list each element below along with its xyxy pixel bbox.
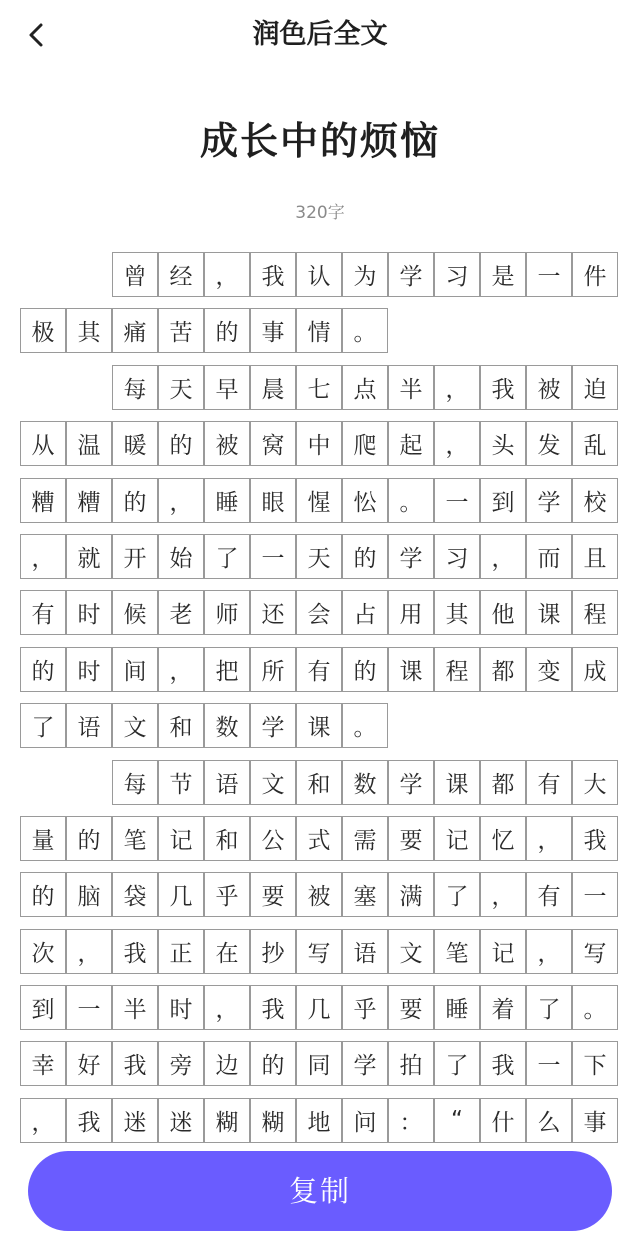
grid-cell: 的 — [250, 1041, 296, 1086]
essay-grid-scroll-area[interactable] — [0, 240, 640, 1136]
grid-cell: 文 — [112, 703, 158, 748]
grid-cell: 乱 — [572, 421, 618, 466]
grid-cell: 他 — [480, 590, 526, 635]
grid-cell: 迫 — [572, 365, 618, 410]
grid-cell: 习 — [434, 252, 480, 297]
grid-cell: 文 — [250, 760, 296, 805]
grid-row — [20, 308, 620, 353]
grid-cell: ， — [20, 1098, 66, 1143]
grid-cell: 袋 — [112, 872, 158, 917]
grid-cell: 的 — [20, 872, 66, 917]
grid-cell: 一 — [572, 872, 618, 917]
grid-cell: 晨 — [250, 365, 296, 410]
grid-cell: ， — [480, 534, 526, 579]
grid-cell: 用 — [388, 590, 434, 635]
grid-cell: 在 — [204, 929, 250, 974]
grid-cell: 和 — [204, 816, 250, 861]
grid-cell: 。 — [572, 985, 618, 1030]
grid-cell: 数 — [204, 703, 250, 748]
grid-cell: 曾 — [112, 252, 158, 297]
grid-cell: 塞 — [342, 872, 388, 917]
grid-cell: 一 — [250, 534, 296, 579]
grid-cell: 一 — [526, 1041, 572, 1086]
grid-cell: 课 — [388, 647, 434, 692]
grid-cell: 都 — [480, 647, 526, 692]
grid-cell: ， — [526, 929, 572, 974]
grid-cell: 眼 — [250, 478, 296, 523]
grid-cell: 我 — [480, 1041, 526, 1086]
grid-cell: ， — [204, 252, 250, 297]
grid-cell: 次 — [20, 929, 66, 974]
grid-cell: 要 — [388, 816, 434, 861]
grid-cell: 数 — [342, 760, 388, 805]
grid-cell: 且 — [572, 534, 618, 579]
grid-cell: 了 — [434, 872, 480, 917]
grid-row — [20, 872, 620, 917]
grid-cell: 到 — [20, 985, 66, 1030]
top-bar — [0, 0, 640, 70]
copy-button[interactable]: 复制 — [28, 1151, 612, 1231]
grid-cell: 。 — [342, 308, 388, 353]
grid-cell: ， — [204, 985, 250, 1030]
grid-cell: ， — [158, 647, 204, 692]
grid-cell: 我 — [250, 252, 296, 297]
grid-cell: 爬 — [342, 421, 388, 466]
grid-row — [20, 478, 620, 523]
grid-cell: 半 — [112, 985, 158, 1030]
grid-cell: 的 — [342, 534, 388, 579]
grid-cell: 头 — [480, 421, 526, 466]
grid-cell: 课 — [296, 703, 342, 748]
grid-cell: 式 — [296, 816, 342, 861]
word-count: 320字 — [295, 203, 345, 223]
grid-row — [20, 421, 620, 466]
grid-cell: 发 — [526, 421, 572, 466]
grid-cell: 么 — [526, 1098, 572, 1143]
grid-cell: 七 — [296, 365, 342, 410]
grid-cell: 把 — [204, 647, 250, 692]
grid-cell: 老 — [158, 590, 204, 635]
grid-cell: 的 — [342, 647, 388, 692]
grid-cell: 了 — [434, 1041, 480, 1086]
grid-cell: 而 — [526, 534, 572, 579]
chevron-left-icon — [24, 22, 50, 48]
grid-cell: 了 — [20, 703, 66, 748]
grid-cell: 为 — [342, 252, 388, 297]
grid-cell: 温 — [66, 421, 112, 466]
page-title: 润色后全文 — [252, 19, 388, 50]
grid-cell: 点 — [342, 365, 388, 410]
grid-cell: 笔 — [112, 816, 158, 861]
grid-cell: 习 — [434, 534, 480, 579]
grid-cell: 每 — [112, 760, 158, 805]
grid-cell: “ — [434, 1098, 480, 1143]
grid-cell: 节 — [158, 760, 204, 805]
grid-cell: 迷 — [158, 1098, 204, 1143]
grid-cell: 记 — [158, 816, 204, 861]
grid-cell: 天 — [158, 365, 204, 410]
grid-cell: 学 — [388, 534, 434, 579]
grid-cell: 还 — [250, 590, 296, 635]
essay-grid — [20, 252, 620, 1154]
grid-cell: 其 — [434, 590, 480, 635]
grid-cell: 经 — [158, 252, 204, 297]
grid-row — [20, 365, 620, 410]
grid-row — [20, 929, 620, 974]
grid-cell: 被 — [204, 421, 250, 466]
grid-cell: 痛 — [112, 308, 158, 353]
grid-row — [20, 703, 620, 748]
grid-cell: ， — [480, 872, 526, 917]
grid-cell: 从 — [20, 421, 66, 466]
grid-cell: 几 — [296, 985, 342, 1030]
grid-cell: 幸 — [20, 1041, 66, 1086]
grid-cell: 量 — [20, 816, 66, 861]
grid-row — [20, 816, 620, 861]
grid-cell: 天 — [296, 534, 342, 579]
grid-cell: 满 — [388, 872, 434, 917]
grid-cell: 问 — [342, 1098, 388, 1143]
grid-cell: 公 — [250, 816, 296, 861]
grid-cell: 了 — [204, 534, 250, 579]
grid-cell: 事 — [572, 1098, 618, 1143]
grid-cell: 记 — [434, 816, 480, 861]
grid-cell: 认 — [296, 252, 342, 297]
grid-cell: 半 — [388, 365, 434, 410]
grid-cell: 有 — [526, 872, 572, 917]
grid-cell: ， — [526, 816, 572, 861]
grid-cell: 到 — [480, 478, 526, 523]
grid-cell: 每 — [112, 365, 158, 410]
grid-cell: 都 — [480, 760, 526, 805]
grid-cell: 我 — [250, 985, 296, 1030]
grid-cell: 起 — [388, 421, 434, 466]
grid-cell: 笔 — [434, 929, 480, 974]
grid-cell: 糟 — [66, 478, 112, 523]
grid-cell: 边 — [204, 1041, 250, 1086]
grid-cell: 是 — [480, 252, 526, 297]
grid-cell: 糊 — [204, 1098, 250, 1143]
grid-cell: ， — [66, 929, 112, 974]
grid-cell: 事 — [250, 308, 296, 353]
grid-cell: 我 — [66, 1098, 112, 1143]
grid-cell: 惺 — [296, 478, 342, 523]
grid-cell: 间 — [112, 647, 158, 692]
grid-cell: 要 — [250, 872, 296, 917]
grid-cell: 我 — [112, 1041, 158, 1086]
grid-cell: 写 — [296, 929, 342, 974]
grid-row — [20, 590, 620, 635]
grid-cell: 语 — [342, 929, 388, 974]
grid-cell: 学 — [388, 252, 434, 297]
back-button[interactable] — [14, 12, 60, 58]
grid-cell: ： — [388, 1098, 434, 1143]
grid-cell: 的 — [204, 308, 250, 353]
grid-cell: 课 — [434, 760, 480, 805]
grid-cell: 。 — [342, 703, 388, 748]
grid-cell: 有 — [526, 760, 572, 805]
grid-cell: 学 — [388, 760, 434, 805]
grid-cell: 。 — [388, 478, 434, 523]
grid-row — [20, 647, 620, 692]
grid-cell: 时 — [66, 647, 112, 692]
grid-cell: 极 — [20, 308, 66, 353]
grid-cell: 脑 — [66, 872, 112, 917]
grid-cell: 忪 — [342, 478, 388, 523]
grid-cell: 几 — [158, 872, 204, 917]
grid-cell: 睡 — [204, 478, 250, 523]
grid-cell: 时 — [158, 985, 204, 1030]
grid-cell: 我 — [572, 816, 618, 861]
grid-cell: 下 — [572, 1041, 618, 1086]
grid-cell: 好 — [66, 1041, 112, 1086]
grid-row — [20, 534, 620, 579]
grid-cell: 地 — [296, 1098, 342, 1143]
grid-cell: 中 — [296, 421, 342, 466]
grid-cell: 什 — [480, 1098, 526, 1143]
grid-cell: 糟 — [20, 478, 66, 523]
grid-cell: 糊 — [250, 1098, 296, 1143]
grid-cell: 了 — [526, 985, 572, 1030]
grid-cell: 要 — [388, 985, 434, 1030]
grid-cell: 抄 — [250, 929, 296, 974]
grid-row — [20, 760, 620, 805]
grid-cell: 忆 — [480, 816, 526, 861]
grid-cell: 的 — [66, 816, 112, 861]
grid-cell: 课 — [526, 590, 572, 635]
grid-cell: 程 — [434, 647, 480, 692]
grid-cell: ， — [20, 534, 66, 579]
grid-cell: 着 — [480, 985, 526, 1030]
grid-cell: 一 — [526, 252, 572, 297]
grid-cell: 苦 — [158, 308, 204, 353]
grid-cell: 一 — [66, 985, 112, 1030]
grid-cell: 同 — [296, 1041, 342, 1086]
grid-cell: 语 — [204, 760, 250, 805]
grid-cell: 一 — [434, 478, 480, 523]
grid-cell: ， — [434, 421, 480, 466]
grid-cell: 文 — [388, 929, 434, 974]
grid-cell: 乎 — [342, 985, 388, 1030]
grid-cell: 始 — [158, 534, 204, 579]
grid-cell: 成 — [572, 647, 618, 692]
grid-cell: 校 — [572, 478, 618, 523]
grid-cell: 写 — [572, 929, 618, 974]
essay-title: 成长中的烦恼 — [199, 119, 440, 163]
grid-cell: 就 — [66, 534, 112, 579]
grid-cell: 被 — [296, 872, 342, 917]
grid-cell: 时 — [66, 590, 112, 635]
grid-cell: 候 — [112, 590, 158, 635]
grid-cell: 语 — [66, 703, 112, 748]
grid-cell: 拍 — [388, 1041, 434, 1086]
grid-cell: 暖 — [112, 421, 158, 466]
grid-cell: 其 — [66, 308, 112, 353]
grid-cell: 睡 — [434, 985, 480, 1030]
grid-cell: 件 — [572, 252, 618, 297]
grid-cell: 变 — [526, 647, 572, 692]
grid-cell: 的 — [158, 421, 204, 466]
grid-cell: 情 — [296, 308, 342, 353]
grid-cell: 有 — [20, 590, 66, 635]
grid-cell: 占 — [342, 590, 388, 635]
grid-cell: 我 — [480, 365, 526, 410]
grid-cell: 迷 — [112, 1098, 158, 1143]
grid-cell: 有 — [296, 647, 342, 692]
grid-cell: 和 — [158, 703, 204, 748]
grid-cell: 所 — [250, 647, 296, 692]
grid-cell: 师 — [204, 590, 250, 635]
grid-cell: 旁 — [158, 1041, 204, 1086]
grid-cell: 和 — [296, 760, 342, 805]
grid-cell: 记 — [480, 929, 526, 974]
grid-cell: ， — [158, 478, 204, 523]
grid-row — [20, 252, 620, 297]
grid-cell: 程 — [572, 590, 618, 635]
grid-row — [20, 1041, 620, 1086]
grid-cell: 学 — [342, 1041, 388, 1086]
grid-cell: ， — [434, 365, 480, 410]
grid-cell: 学 — [250, 703, 296, 748]
grid-cell: 我 — [112, 929, 158, 974]
grid-cell: 学 — [526, 478, 572, 523]
grid-row — [20, 1098, 620, 1143]
grid-cell: 的 — [20, 647, 66, 692]
grid-row — [20, 985, 620, 1030]
grid-cell: 大 — [572, 760, 618, 805]
grid-cell: 正 — [158, 929, 204, 974]
grid-cell: 被 — [526, 365, 572, 410]
grid-cell: 早 — [204, 365, 250, 410]
grid-cell: 会 — [296, 590, 342, 635]
grid-cell: 需 — [342, 816, 388, 861]
grid-cell: 窝 — [250, 421, 296, 466]
grid-cell: 乎 — [204, 872, 250, 917]
grid-cell: 的 — [112, 478, 158, 523]
grid-cell: 开 — [112, 534, 158, 579]
